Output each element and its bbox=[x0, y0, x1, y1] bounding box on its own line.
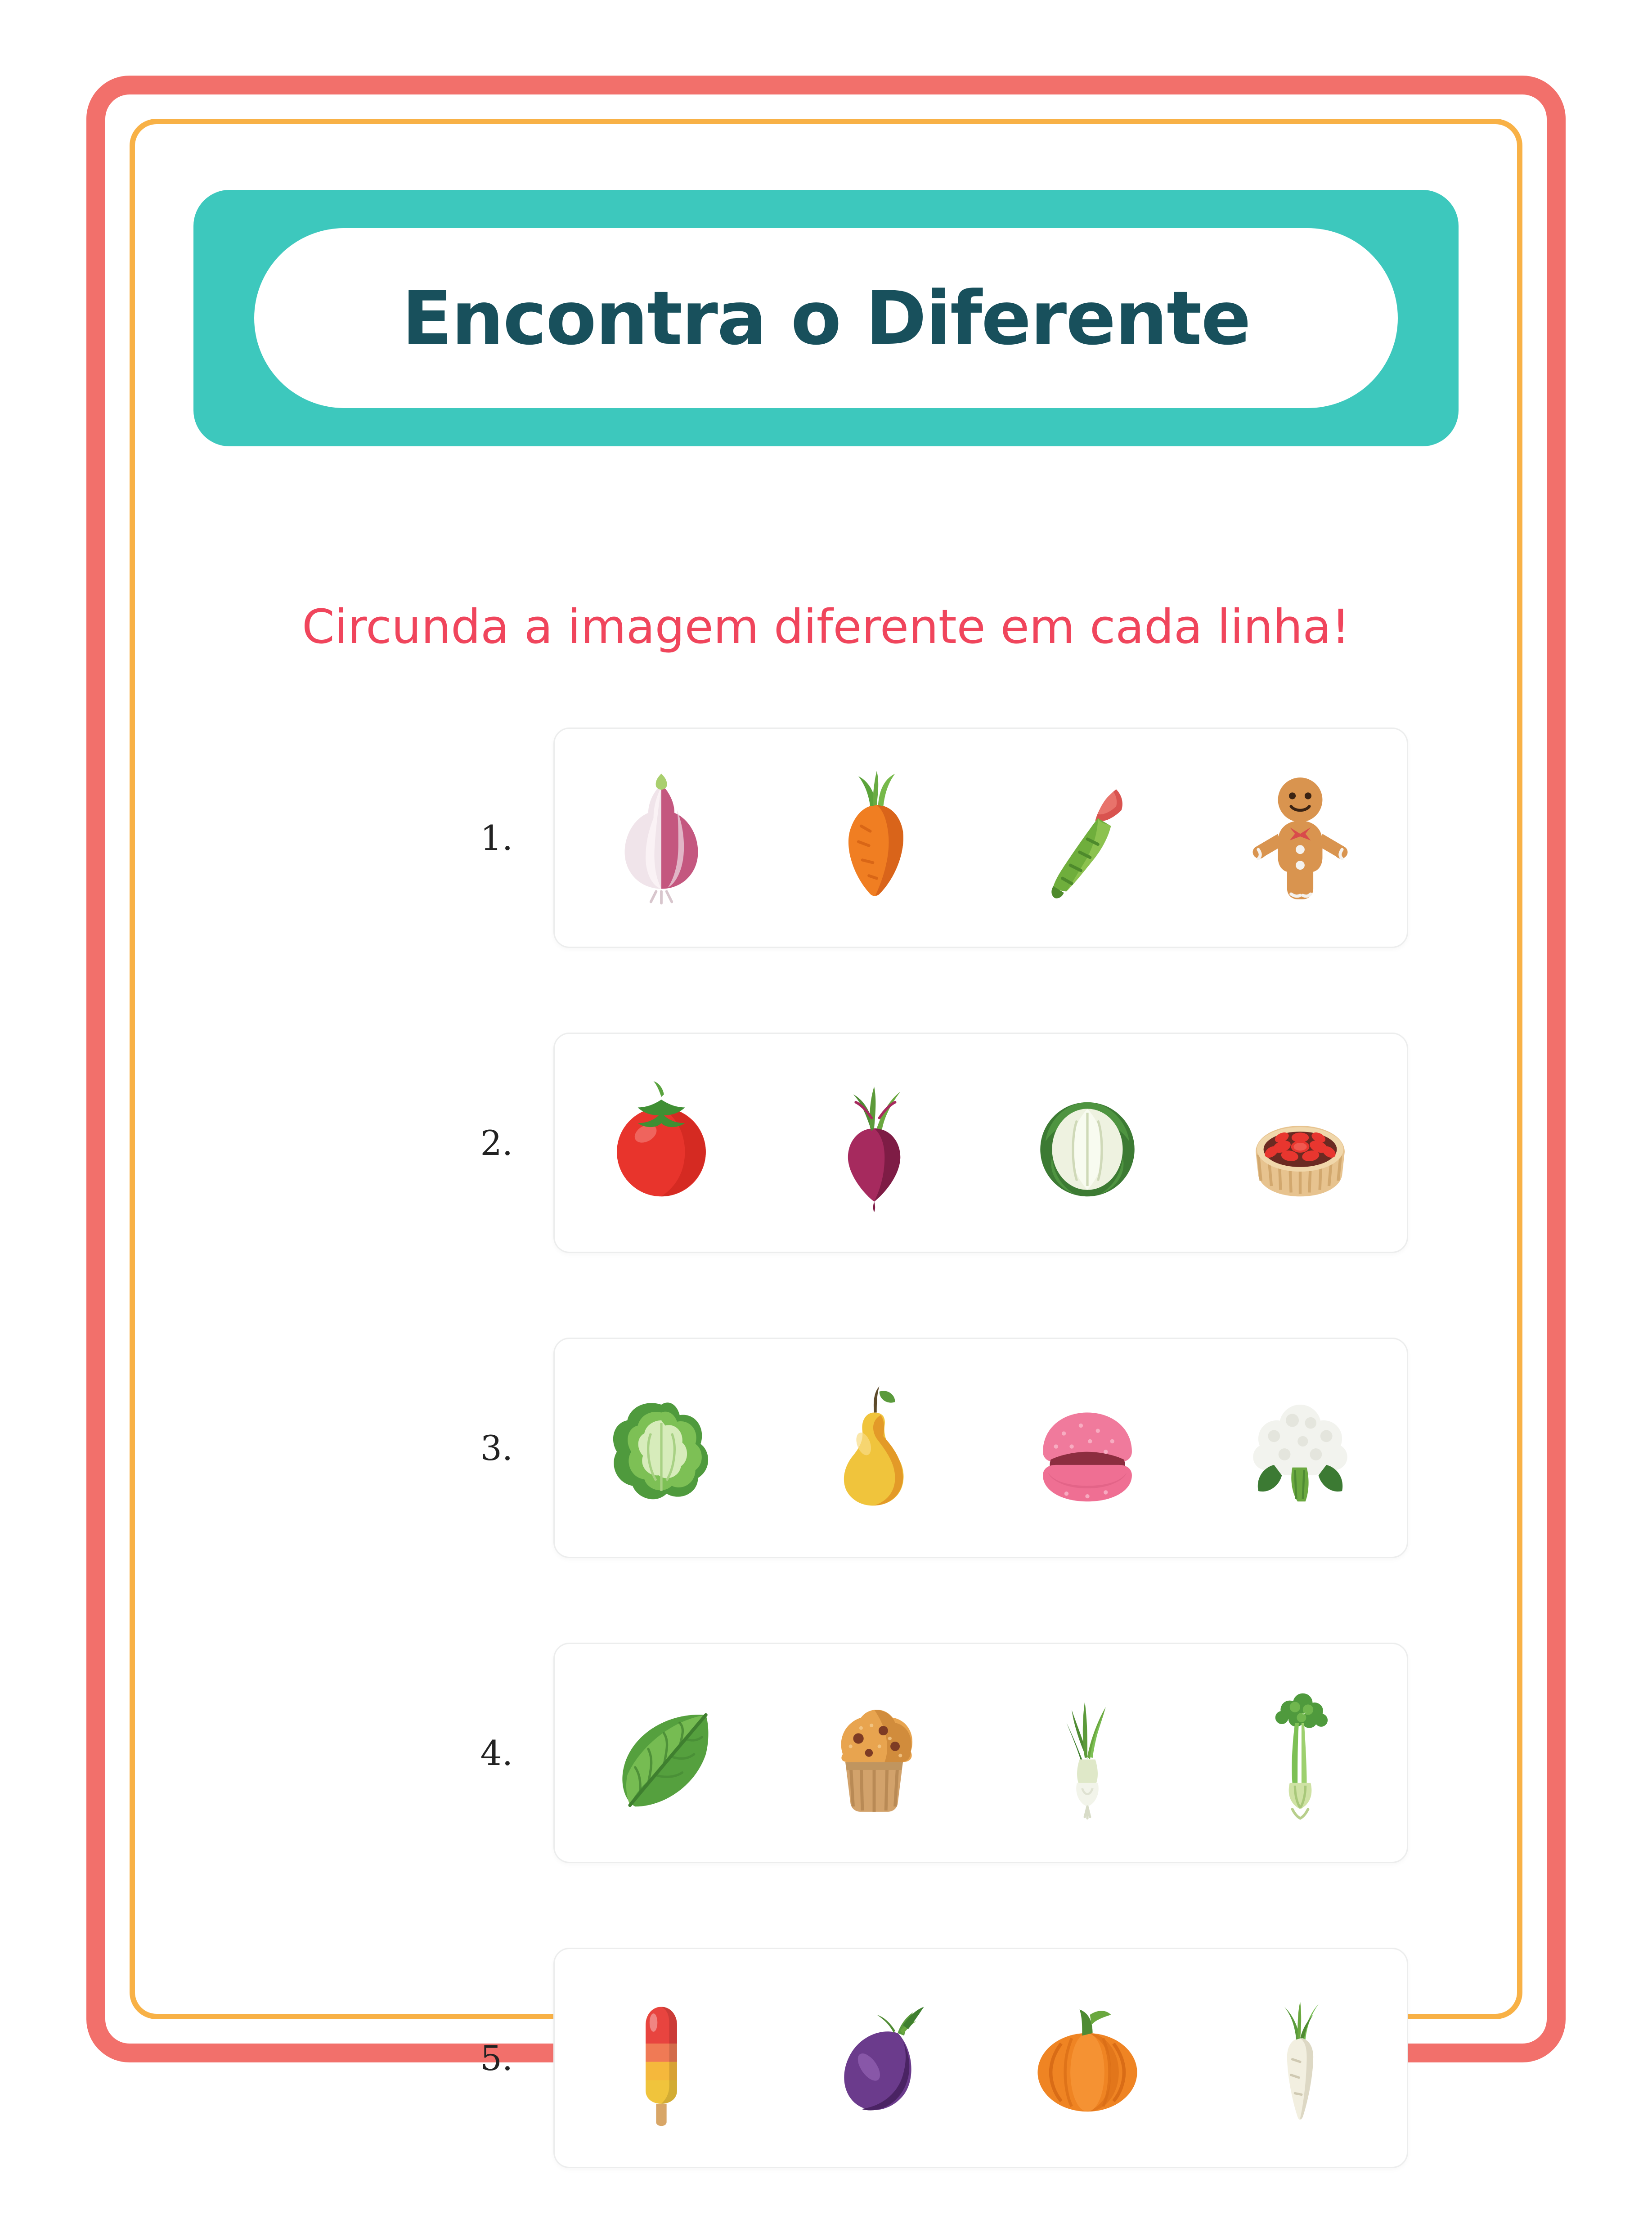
instruction-text: Circunda a imagem diferente em cada linha! bbox=[302, 599, 1350, 654]
title-pill bbox=[254, 228, 1398, 408]
row-number: 5. bbox=[480, 2038, 513, 2078]
parsnip-icon[interactable] bbox=[1203, 1959, 1397, 2157]
muffin-icon[interactable] bbox=[777, 1654, 971, 1852]
pear-icon[interactable] bbox=[777, 1349, 971, 1547]
page-title: Encontra o Diferente bbox=[402, 275, 1250, 361]
table-row bbox=[148, 1932, 1504, 2184]
table-row bbox=[148, 712, 1504, 964]
strawberry-tart-icon[interactable] bbox=[1203, 1044, 1397, 1242]
row-items-box bbox=[553, 1948, 1408, 2168]
row-items-box bbox=[553, 1643, 1408, 1863]
table-row bbox=[148, 1017, 1504, 1269]
cauliflower-icon[interactable] bbox=[1203, 1349, 1397, 1547]
row-number: 3. bbox=[480, 1428, 513, 1468]
row-items-box bbox=[553, 728, 1408, 948]
macaron-icon[interactable] bbox=[991, 1349, 1184, 1547]
row-number: 4. bbox=[480, 1733, 513, 1773]
row-items-box bbox=[553, 1033, 1408, 1253]
garlic-icon[interactable] bbox=[565, 739, 758, 937]
row-number: 1. bbox=[480, 818, 513, 858]
table-row bbox=[148, 1322, 1504, 1574]
tomato-icon[interactable] bbox=[565, 1044, 758, 1242]
pumpkin-icon[interactable] bbox=[991, 1959, 1184, 2157]
popsicle-icon[interactable] bbox=[565, 1959, 758, 2157]
beetroot-icon[interactable] bbox=[777, 1044, 971, 1242]
eggplant-icon[interactable] bbox=[777, 1959, 971, 2157]
table-row bbox=[148, 1627, 1504, 1879]
worksheet-content bbox=[148, 140, 1504, 2078]
celery-icon[interactable] bbox=[1203, 1654, 1397, 1852]
rows-container bbox=[148, 712, 1504, 2237]
title-banner bbox=[193, 190, 1459, 446]
row-number: 2. bbox=[480, 1123, 513, 1163]
spinach-leaf-icon[interactable] bbox=[565, 1654, 758, 1852]
row-items-box bbox=[553, 1338, 1408, 1558]
gingerbread-man-icon[interactable] bbox=[1203, 739, 1397, 937]
asparagus-icon[interactable] bbox=[991, 739, 1184, 937]
cabbage-icon[interactable] bbox=[991, 1044, 1184, 1242]
lettuce-icon[interactable] bbox=[565, 1349, 758, 1547]
carrot-icon[interactable] bbox=[777, 739, 971, 937]
spring-onion-icon[interactable] bbox=[991, 1654, 1184, 1852]
